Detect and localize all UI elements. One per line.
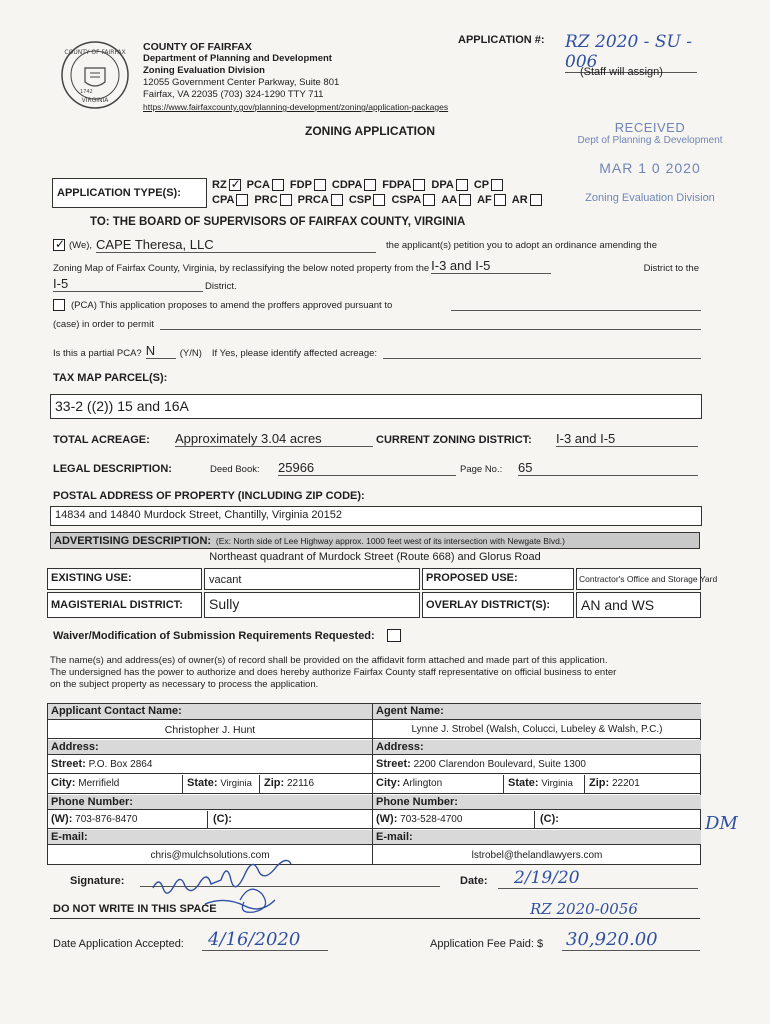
owner-disclosure-text bbox=[50, 655, 705, 691]
postal-address-label: POSTAL ADDRESS OF PROPERTY (INCLUDING ZIP CODE): bbox=[53, 490, 365, 502]
office-address: 12055 Government Center Parkway, Suite 801 bbox=[143, 77, 340, 88]
proposed-use-label: PROPOSED USE: bbox=[426, 572, 518, 584]
if-yes-text: If Yes, please identify affected acreage: bbox=[211, 348, 378, 359]
app-type-label: CSPA bbox=[391, 193, 422, 206]
magisterial-label: MAGISTERIAL DISTRICT: bbox=[51, 599, 183, 611]
total-acreage-field[interactable]: Approximately 3.04 acres bbox=[175, 431, 373, 447]
case-line bbox=[53, 318, 701, 330]
agent-email-header bbox=[373, 830, 701, 845]
svg-text:COUNTY OF FAIRFAX: COUNTY OF FAIRFAX bbox=[64, 49, 126, 56]
to-district-field[interactable]: I-5 bbox=[53, 276, 203, 292]
applicant-address-header bbox=[48, 740, 372, 755]
applicant-street-label: Street: bbox=[51, 758, 86, 770]
partial-pca-answer[interactable]: N bbox=[146, 343, 176, 359]
app-type-label: FDP bbox=[289, 178, 312, 191]
tax-map-field[interactable]: 33-2 ((2)) 15 and 16A bbox=[50, 394, 702, 419]
pca-checkbox[interactable] bbox=[53, 299, 65, 311]
app-type-aa bbox=[441, 194, 471, 206]
agent-address-label: Address: bbox=[376, 741, 424, 753]
district-word: District. bbox=[205, 281, 237, 292]
applicant-name-field[interactable]: CAPE Theresa, LLC bbox=[96, 237, 376, 253]
app-type-label: CDPA bbox=[331, 178, 363, 191]
existing-use-field[interactable]: vacant bbox=[204, 568, 420, 590]
stamp-division: Zoning Evaluation Division bbox=[585, 192, 715, 204]
app-type-label: CPA bbox=[212, 193, 235, 206]
app-type-checkbox[interactable] bbox=[530, 194, 542, 206]
disclosure-line-2: The undersigned has the power to authorize and does hereby authorize Fairfax County staff representative on official business to enter bbox=[50, 667, 617, 678]
waiver-line bbox=[53, 629, 401, 642]
dept-name: Department of Planning and Development bbox=[143, 53, 332, 64]
waiver-checkbox[interactable] bbox=[387, 629, 401, 642]
applicant-zip-value[interactable]: 22116 bbox=[286, 778, 315, 789]
app-type-checkbox[interactable] bbox=[456, 179, 468, 191]
applicant-header bbox=[48, 704, 372, 720]
app-type-fdp bbox=[290, 179, 326, 191]
total-acreage-label: TOTAL ACREAGE: bbox=[53, 434, 150, 446]
app-type-label: PCA bbox=[246, 178, 270, 191]
application-number-value: RZ 2020 - SU - 006 bbox=[565, 32, 697, 73]
applicant-phone-label: Phone Number: bbox=[51, 796, 133, 808]
app-type-checkbox[interactable] bbox=[459, 194, 471, 206]
date-label: Date: bbox=[460, 875, 488, 887]
app-type-checkbox[interactable] bbox=[491, 179, 503, 191]
from-district-field[interactable]: I-3 and I-5 bbox=[431, 258, 551, 274]
applicant-email-header bbox=[48, 830, 372, 845]
zoning-map-line bbox=[53, 258, 699, 274]
application-type-label: APPLICATION TYPE(S): bbox=[57, 187, 181, 199]
applicant-header-label: Applicant Contact Name: bbox=[51, 705, 182, 717]
app-type-cspa bbox=[391, 194, 435, 206]
agent-state-value[interactable]: Virginia bbox=[541, 778, 573, 789]
agent-header bbox=[373, 704, 701, 720]
deed-book-field[interactable]: 25966 bbox=[278, 460, 456, 476]
we-label: (We), bbox=[69, 239, 93, 251]
app-type-checkbox[interactable] bbox=[314, 179, 326, 191]
agent-w-label: (W): bbox=[376, 813, 398, 825]
we-line bbox=[53, 237, 699, 253]
advertising-header bbox=[50, 532, 700, 549]
applicant-name-value[interactable]: Christopher J. Hunt bbox=[48, 721, 372, 739]
applicant-street-row bbox=[48, 756, 372, 774]
dm-initials: DM bbox=[705, 813, 738, 834]
stamp-received: RECEIVED bbox=[614, 120, 686, 135]
contacts-table bbox=[47, 703, 701, 865]
app-type-label: PRCA bbox=[297, 193, 329, 206]
agent-address-header bbox=[373, 740, 701, 755]
app-type-label: AF bbox=[477, 193, 492, 206]
deed-book-label: Deed Book: bbox=[210, 464, 260, 475]
app-type-label: PRC bbox=[254, 193, 278, 206]
app-type-checkbox[interactable] bbox=[494, 194, 506, 206]
agent-city-label: City: bbox=[376, 777, 401, 789]
application-number-label: APPLICATION #: bbox=[458, 34, 545, 46]
form-title: ZONING APPLICATION bbox=[305, 124, 435, 138]
applicant-phone-header bbox=[48, 795, 372, 810]
magisterial-label-cell bbox=[47, 592, 202, 618]
app-type-label: FDPA bbox=[382, 178, 412, 191]
app-type-af bbox=[477, 194, 506, 206]
zoning-map-text: Zoning Map of Fairfax County, Virginia, by reclassifying the below noted property from the bbox=[53, 263, 430, 274]
partial-pca-question: Is this a partial PCA? bbox=[53, 348, 142, 359]
current-zoning-label: CURRENT ZONING DISTRICT: bbox=[376, 434, 532, 446]
current-zoning-field[interactable]: I-3 and I-5 bbox=[556, 431, 698, 447]
agent-street-value[interactable]: 2200 Clarendon Boulevard, Suite 1300 bbox=[413, 759, 586, 770]
stamp-date: MAR 1 0 2020 bbox=[599, 160, 701, 176]
date-accepted-field[interactable]: 4/16/2020 bbox=[202, 929, 328, 951]
division-name: Zoning Evaluation Division bbox=[143, 65, 265, 76]
agent-phones-row bbox=[373, 811, 701, 829]
app-type-rz bbox=[212, 179, 241, 191]
county-name: COUNTY OF FAIRFAX bbox=[143, 41, 252, 53]
legal-description-label: LEGAL DESCRIPTION: bbox=[53, 463, 172, 475]
agent-email-value[interactable]: lstrobel@thelandlawyers.com bbox=[471, 850, 603, 861]
app-type-prc bbox=[254, 194, 291, 206]
app-type-label: DPA bbox=[431, 178, 454, 191]
agent-work-phone[interactable]: 703-528-4700 bbox=[400, 814, 463, 825]
district-to-the-text: District to the bbox=[643, 263, 699, 274]
received-stamp bbox=[574, 120, 726, 204]
app-type-ar bbox=[512, 194, 542, 206]
agent-city-value[interactable]: Arlington bbox=[402, 778, 443, 789]
agent-c-label: (C): bbox=[540, 813, 559, 825]
applicant-city-row bbox=[48, 775, 372, 794]
app-type-checkbox[interactable] bbox=[331, 194, 343, 206]
petition-text: the applicant(s) petition you to adopt an ordinance amending the bbox=[386, 239, 657, 251]
applicant-zip-label: Zip: bbox=[264, 777, 285, 789]
app-type-checkbox[interactable] bbox=[280, 194, 292, 206]
agent-phone-label: Phone Number: bbox=[376, 796, 458, 808]
overlay-field[interactable]: AN and WS bbox=[576, 592, 701, 618]
page-no-field[interactable]: 65 bbox=[518, 460, 698, 476]
fee-paid-field[interactable]: 30,920.00 bbox=[562, 929, 700, 951]
applicant-w-label: (W): bbox=[51, 813, 73, 825]
app-type-cp bbox=[474, 179, 503, 191]
applicant-city-value[interactable]: Merrifield bbox=[78, 778, 120, 789]
office-divider bbox=[50, 918, 700, 919]
signature-label: Signature: bbox=[70, 875, 125, 887]
app-type-label: RZ bbox=[212, 178, 227, 191]
date-accepted-label: Date Application Accepted: bbox=[53, 938, 184, 950]
app-type-checkbox[interactable] bbox=[413, 179, 425, 191]
applicant-phones-row bbox=[48, 811, 372, 829]
existing-use-label-cell bbox=[47, 568, 202, 590]
app-type-cdpa bbox=[332, 179, 376, 191]
disclosure-line-1: The name(s) and address(es) of owner(s) of record shall be provided on the affidavit form attached and made part of this application. bbox=[50, 655, 608, 666]
advertising-label: ADVERTISING DESCRIPTION: bbox=[54, 535, 212, 547]
case-text: (case) in order to permit bbox=[53, 319, 154, 330]
partial-pca-line bbox=[53, 343, 701, 359]
agent-state-label: State: bbox=[508, 777, 539, 789]
applicant-state-value[interactable]: Virginia bbox=[220, 778, 252, 789]
agent-street-row bbox=[373, 756, 701, 774]
pca-text: (PCA) This application proposes to amend the proffers approved pursuant to bbox=[71, 299, 393, 311]
app-type-prca bbox=[298, 194, 343, 206]
agent-header-label: Agent Name: bbox=[376, 705, 444, 717]
signature-date-field[interactable]: 2/19/20 bbox=[498, 868, 698, 889]
yn-hint: (Y/N) bbox=[179, 348, 202, 359]
stamp-dept: Dept of Planning & Development bbox=[577, 135, 723, 146]
overlay-label: OVERLAY DISTRICT(S): bbox=[426, 599, 551, 611]
app-type-csp bbox=[349, 194, 386, 206]
app-type-label: CSP bbox=[348, 193, 372, 206]
we-checkbox[interactable] bbox=[53, 239, 65, 251]
overlay-label-cell bbox=[422, 592, 574, 618]
svg-text:1742: 1742 bbox=[80, 89, 93, 95]
agent-street-label: Street: bbox=[376, 758, 411, 770]
fee-paid-label: Application Fee Paid: $ bbox=[430, 938, 544, 950]
proposed-use-field[interactable]: Contractor's Office and Storage Yard bbox=[576, 568, 701, 590]
office-rz-number: RZ 2020-0056 bbox=[530, 900, 638, 918]
uses-table bbox=[47, 568, 718, 618]
applicant-street-value[interactable]: P.O. Box 2864 bbox=[88, 759, 153, 770]
agent-zip-value[interactable]: 22201 bbox=[611, 778, 640, 789]
application-type-grid bbox=[212, 177, 572, 207]
svg-text:VIRGINIA: VIRGINIA bbox=[81, 97, 109, 104]
agent-city-row bbox=[373, 775, 701, 794]
applicant-email-value[interactable]: chris@mulchsolutions.com bbox=[150, 850, 270, 861]
agent-phone-header bbox=[373, 795, 701, 810]
app-type-label: AR bbox=[511, 193, 528, 206]
app-type-checkbox[interactable] bbox=[423, 194, 435, 206]
office-city-phone: Fairfax, VA 22035 (703) 324-1290 TTY 711 bbox=[143, 89, 324, 100]
app-type-label: CP bbox=[473, 178, 490, 191]
pca-line bbox=[53, 299, 701, 311]
applicant-email-label: E-mail: bbox=[51, 831, 88, 843]
app-type-checkbox[interactable] bbox=[373, 194, 385, 206]
to-district-line bbox=[53, 276, 237, 292]
magisterial-field[interactable]: Sully bbox=[204, 592, 420, 618]
app-type-fdpa bbox=[382, 179, 425, 191]
applicant-work-phone[interactable]: 703-876-8470 bbox=[75, 814, 138, 825]
disclosure-line-3: on the subject property as necessary to process the application. bbox=[50, 679, 319, 690]
app-type-pca bbox=[247, 179, 284, 191]
pca-proffers-field[interactable] bbox=[451, 299, 701, 311]
app-type-checkbox[interactable] bbox=[364, 179, 376, 191]
board-address: TO: THE BOARD OF SUPERVISORS OF FAIRFAX COUNTY, VIRGINIA bbox=[90, 216, 466, 228]
application-type-label-box bbox=[52, 178, 207, 208]
app-type-label: AA bbox=[441, 193, 458, 206]
proposed-use-label-cell bbox=[422, 568, 574, 590]
agent-email-label: E-mail: bbox=[376, 831, 413, 843]
applicant-address-label: Address: bbox=[51, 741, 99, 753]
advertising-description-field[interactable]: Northeast quadrant of Murdock Street (Route 668) and Glorus Road bbox=[209, 551, 541, 563]
app-type-checkbox[interactable] bbox=[229, 179, 241, 191]
application-url-link[interactable]: https://www.fairfaxcounty.gov/planning-development/zoning/application-packages bbox=[143, 102, 449, 112]
staff-assign-note: (Staff will assign) bbox=[580, 66, 663, 78]
tax-map-label: TAX MAP PARCEL(S): bbox=[53, 372, 168, 384]
affected-acreage-field[interactable] bbox=[383, 347, 701, 359]
agent-name-value[interactable]: Lynne J. Strobel (Walsh, Colucci, Lubeley & Walsh, P.C.) bbox=[373, 721, 701, 739]
case-permit-field[interactable] bbox=[160, 318, 701, 330]
advertising-example: (Ex: North side of Lee Highway approx. 1000 feet west of its intersection with Newgate Blvd.) bbox=[215, 536, 566, 546]
app-type-dpa bbox=[431, 179, 467, 191]
existing-use-label: EXISTING USE: bbox=[51, 572, 132, 584]
postal-address-field[interactable]: 14834 and 14840 Murdock Street, Chantilly, Virginia 20152 bbox=[50, 506, 702, 526]
county-seal bbox=[60, 40, 130, 110]
app-type-cpa bbox=[212, 194, 248, 206]
applicant-c-label: (C): bbox=[213, 813, 232, 825]
agent-zip-label: Zip: bbox=[589, 777, 610, 789]
app-type-checkbox[interactable] bbox=[272, 179, 284, 191]
do-not-write-label: DO NOT WRITE IN THIS SPACE bbox=[53, 903, 217, 915]
applicant-city-label: City: bbox=[51, 777, 76, 789]
app-type-checkbox[interactable] bbox=[236, 194, 248, 206]
waiver-label: Waiver/Modification of Submission Requirements Requested: bbox=[53, 629, 375, 642]
applicant-state-label: State: bbox=[187, 777, 218, 789]
page-no-label: Page No.: bbox=[460, 464, 503, 475]
